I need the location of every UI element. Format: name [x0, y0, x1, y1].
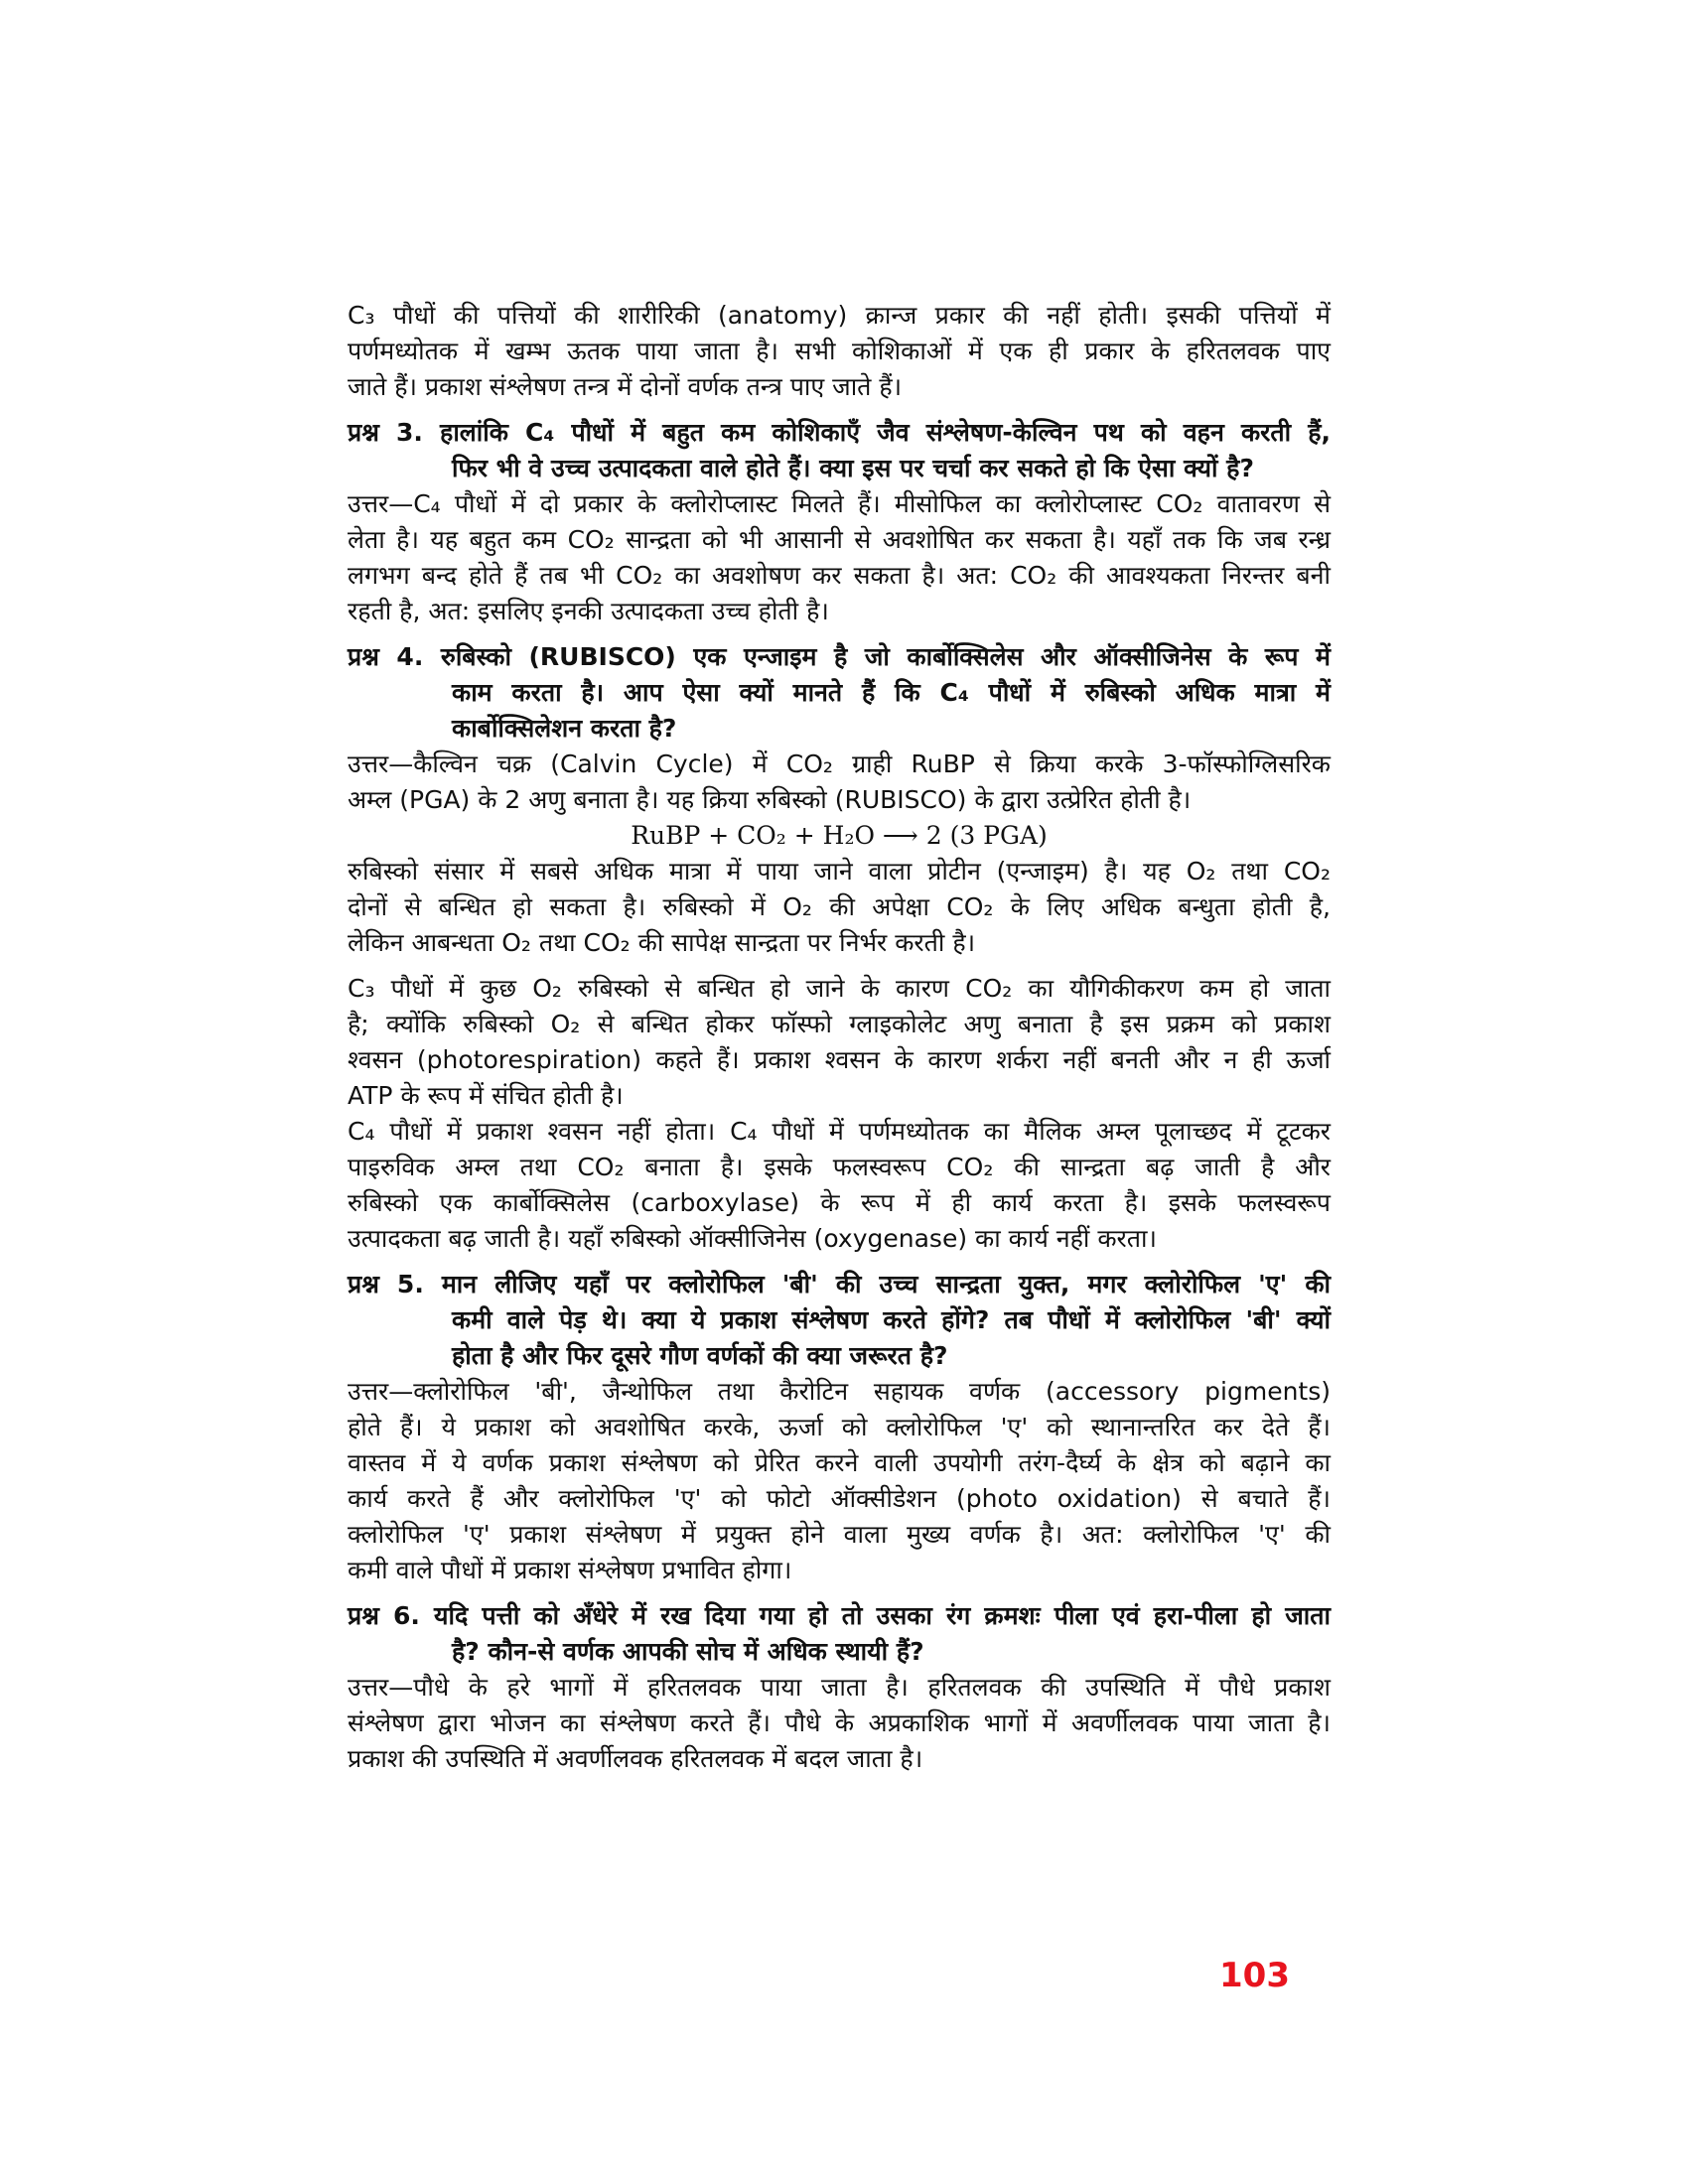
answer-line: श्वसन (photorespiration) कहते हैं। प्रकाश श्वसन के कारण शर्करा नहीं बनती और न ही ऊर्जा	[348, 1045, 1331, 1074]
question-line: कार्बोक्सिलेशन करता है?	[452, 714, 677, 743]
answer-line: उत्तर—कैल्विन चक्र (Calvin Cycle) में CO₂ ग्राही RuBP से क्रिया करके 3-फॉस्फोग्लिसरिक	[348, 750, 1331, 778]
answer-line: कमी वाले पौधों में प्रकाश संश्लेषण प्रभावित होगा।	[348, 1556, 792, 1584]
page-content	[348, 298, 1331, 1777]
text-line: C₃ पौधों की पत्तियों की शारीरिकी (anatomy) क्रान्ज प्रकार की नहीं होती। इसकी पत्तियों में	[348, 301, 1331, 330]
question-line: कमी वाले पेड़ थे। क्या ये प्रकाश संश्लेषण करते होंगे? तब पौधों में क्लोरोफिल 'बी' क्यों	[452, 1305, 1331, 1334]
question-3	[348, 415, 1331, 486]
answer-4	[348, 747, 1331, 1257]
text-line: पर्णमध्योतक में खम्भ ऊतक पाया जाता है। सभी कोशिकाओं में एक ही प्रकार के हरितलवक पाए	[348, 337, 1331, 365]
answer-line: प्रकाश की उपस्थिति में अवर्णीलवक हरितलवक में बदल जाता है।	[348, 1744, 923, 1773]
answer-6	[348, 1670, 1331, 1777]
answer-line: रहती है, अत: इसलिए इनकी उत्पादकता उच्च होती है।	[348, 597, 829, 625]
question-line: है? कौन-से वर्णक आपकी सोच में अधिक स्थायी हैं?	[452, 1637, 924, 1666]
answer-line: C₃ पौधों में कुछ O₂ रुबिस्को से बन्धित हो जाने के कारण CO₂ का यौगिकीकरण कम हो जाता	[348, 974, 1331, 1003]
answer-line: होते हैं। ये प्रकाश को अवशोषित करके, ऊर्जा को क्लोरोफिल 'ए' को स्थानान्तरित कर देते हैं।	[348, 1413, 1331, 1441]
question-line: प्रश्न 3. हालांकि C₄ पौधों में बहुत कम कोशिकाएँ जैव संश्लेषण-केल्विन पथ को वहन करती हैं,	[348, 418, 1331, 447]
answer-line: उत्तर—C₄ पौधों में दो प्रकार के क्लोरोप्लास्ट मिलते हैं। मीसोफिल का क्लोरोप्लास्ट CO₂ वातावरण से	[348, 489, 1331, 518]
answer-line: रुबिस्को एक कार्बोक्सिलेस (carboxylase) के रूप में ही कार्य करता है। इसके फलस्वरूप	[348, 1188, 1331, 1217]
question-4	[348, 639, 1331, 747]
answer-line: है; क्योंकि रुबिस्को O₂ से बन्धित होकर फॉस्फो ग्लाइकोलेट अणु बनाता है इस प्रक्रम को प्रकाश	[348, 1010, 1331, 1038]
answer-line: उत्तर—क्लोरोफिल 'बी', जैन्थोफिल तथा कैरोटिन सहायक वर्णक (accessory pigments)	[348, 1377, 1331, 1406]
answer-line: क्लोरोफिल 'ए' प्रकाश संश्लेषण में प्रयुक्त होने वाला मुख्य वर्णक है। अत: क्लोरोफिल 'ए' की	[348, 1520, 1331, 1549]
question-5	[348, 1267, 1331, 1374]
answer-line: अम्ल (PGA) के 2 अणु बनाता है। यह क्रिया रुबिस्को (RUBISCO) के द्वारा उत्प्रेरित होती है।	[348, 785, 1192, 814]
question-line: प्रश्न 6. यदि पत्ती को अँधेरे में रख दिया गया हो तो उसका रंग क्रमशः पीला एवं हरा-पीला हो जाता	[348, 1601, 1331, 1630]
answer-line: ATP के रूप में संचित होती है।	[348, 1081, 624, 1110]
intro-paragraph	[348, 298, 1331, 405]
answer-line: वास्तव में ये वर्णक प्रकाश संश्लेषण को प्रेरित करने वाली उपयोगी तरंग-दैर्घ्य के क्षेत्र को बढ़ाने का	[348, 1448, 1331, 1477]
question-line: फिर भी वे उच्च उत्पादकता वाले होते हैं। क्या इस पर चर्चा कर सकते हो कि ऐसा क्यों है?	[452, 454, 1254, 482]
question-line: प्रश्न 4. रुबिस्को (RUBISCO) एक एन्जाइम है जो कार्बोक्सिलेस और ऑक्सीजिनेस के रूप में	[348, 642, 1331, 671]
question-line: प्रश्न 5. मान लीजिए यहाँ पर क्लोरोफिल 'बी' की उच्च सान्द्रता युक्त, मगर क्लोरोफिल 'ए' की	[348, 1270, 1331, 1298]
answer-line: दोनों से बन्धित हो सकता है। रुबिस्को में O₂ की अपेक्षा CO₂ के लिए अधिक बन्धुता होती है,	[348, 892, 1331, 921]
question-line: होता है और फिर दूसरे गौण वर्णकों की क्या जरूरत है?	[452, 1341, 948, 1370]
answer-5	[348, 1374, 1331, 1588]
answer-line: पाइरुविक अम्ल तथा CO₂ बनाता है। इसके फलस्वरूप CO₂ की सान्द्रता बढ़ जाती है और	[348, 1153, 1331, 1181]
question-line: काम करता है। आप ऐसा क्यों मानते हैं कि C₄ पौधों में रुबिस्को अधिक मात्रा में	[452, 678, 1331, 707]
answer-line: उत्तर—पौधे के हरे भागों में हरितलवक पाया जाता है। हरितलवक की उपस्थिति में पौधे प्रकाश	[348, 1673, 1331, 1702]
answer-line: कार्य करते हैं और क्लोरोफिल 'ए' को फोटो ऑक्सीडेशन (photo oxidation) से बचाते हैं।	[348, 1484, 1331, 1513]
chemical-equation: RuBP + CO₂ + H₂O ⟶ 2 (3 PGA)	[631, 821, 1048, 850]
text-line: जाते हैं। प्रकाश संश्लेषण तन्त्र में दोनों वर्णक तन्त्र पाए जाते हैं।	[348, 372, 903, 401]
answer-line: लेता है। यह बहुत कम CO₂ सान्द्रता को भी आसानी से अवशोषित कर सकता है। यहाँ तक कि जब रन्ध्र	[348, 525, 1331, 554]
question-6	[348, 1598, 1331, 1670]
answer-line: उत्पादकता बढ़ जाती है। यहाँ रुबिस्को ऑक्सीजिनेस (oxygenase) का कार्य नहीं करता।	[348, 1224, 1157, 1253]
answer-3	[348, 486, 1331, 629]
answer-line: रुबिस्को संसार में सबसे अधिक मात्रा में पाया जाने वाला प्रोटीन (एन्जाइम) है। यह O₂ तथा CO₂	[348, 857, 1331, 886]
answer-line: C₄ पौधों में प्रकाश श्वसन नहीं होता। C₄ पौधों में पर्णमध्योतक का मैलिक अम्ल पूलाच्छद में टूटकर	[348, 1117, 1331, 1146]
answer-line: लेकिन आबन्धता O₂ तथा CO₂ की सापेक्ष सान्द्रता पर निर्भर करती है।	[348, 928, 976, 957]
answer-line: संश्लेषण द्वारा भोजन का संश्लेषण करते हैं। पौधे के अप्रकाशिक भागों में अवर्णीलवक पाया जाता है।	[348, 1708, 1331, 1737]
page-number: 103	[1219, 1956, 1290, 1995]
answer-line: लगभग बन्द होते हैं तब भी CO₂ का अवशोषण कर सकता है। अत: CO₂ की आवश्यकता निरन्तर बनी	[348, 561, 1331, 590]
